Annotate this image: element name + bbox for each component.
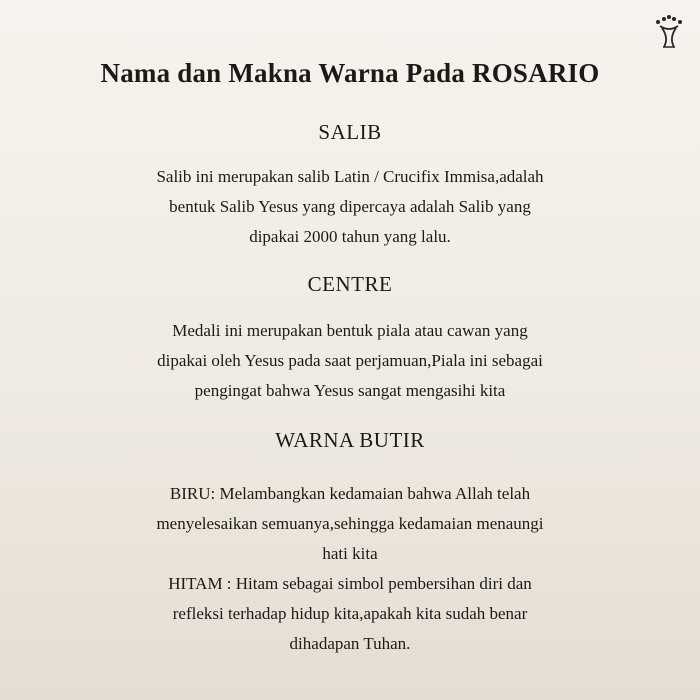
section-text-salib: [100, 162, 600, 252]
page-title: Nama dan Makna Warna Pada ROSARIO: [100, 58, 600, 88]
text-line: dipakai oleh Yesus pada saat perjamuan,Piala ini sebagai: [157, 351, 543, 370]
section-text-warna-butir: [100, 479, 600, 659]
text-line: pengingat bahwa Yesus sangat mengasihi kita: [194, 381, 506, 400]
text-line: dipakai 2000 tahun yang lalu.: [249, 227, 451, 246]
text-line: hati kita: [322, 544, 378, 563]
text-line: Salib ini merupakan salib Latin / Crucifix Immisa,adalah: [156, 167, 544, 186]
text-line: refleksi terhadap hidup kita,apakah kita sudah benar: [172, 604, 528, 623]
section-heading-warna-butir: WARNA BUTIR: [275, 428, 425, 452]
text-line: BIRU: Melambangkan kedamaian bahwa Allah telah: [169, 484, 531, 503]
text-line: dihadapan Tuhan.: [289, 634, 411, 653]
text-line: Medali ini merupakan bentuk piala atau cawan yang: [172, 321, 528, 340]
section-heading-centre: CENTRE: [307, 272, 393, 296]
text-line: bentuk Salib Yesus yang dipercaya adalah Salib yang: [169, 197, 531, 216]
section-heading-salib: SALIB: [318, 120, 382, 144]
text-line: HITAM : Hitam sebagai simbol pembersihan diri dan: [168, 574, 532, 593]
section-text-centre: [100, 316, 600, 406]
text-line: menyelesaikan semuanya,sehingga kedamaian menaungi: [156, 514, 544, 533]
rosary-crown-icon: [654, 14, 684, 50]
